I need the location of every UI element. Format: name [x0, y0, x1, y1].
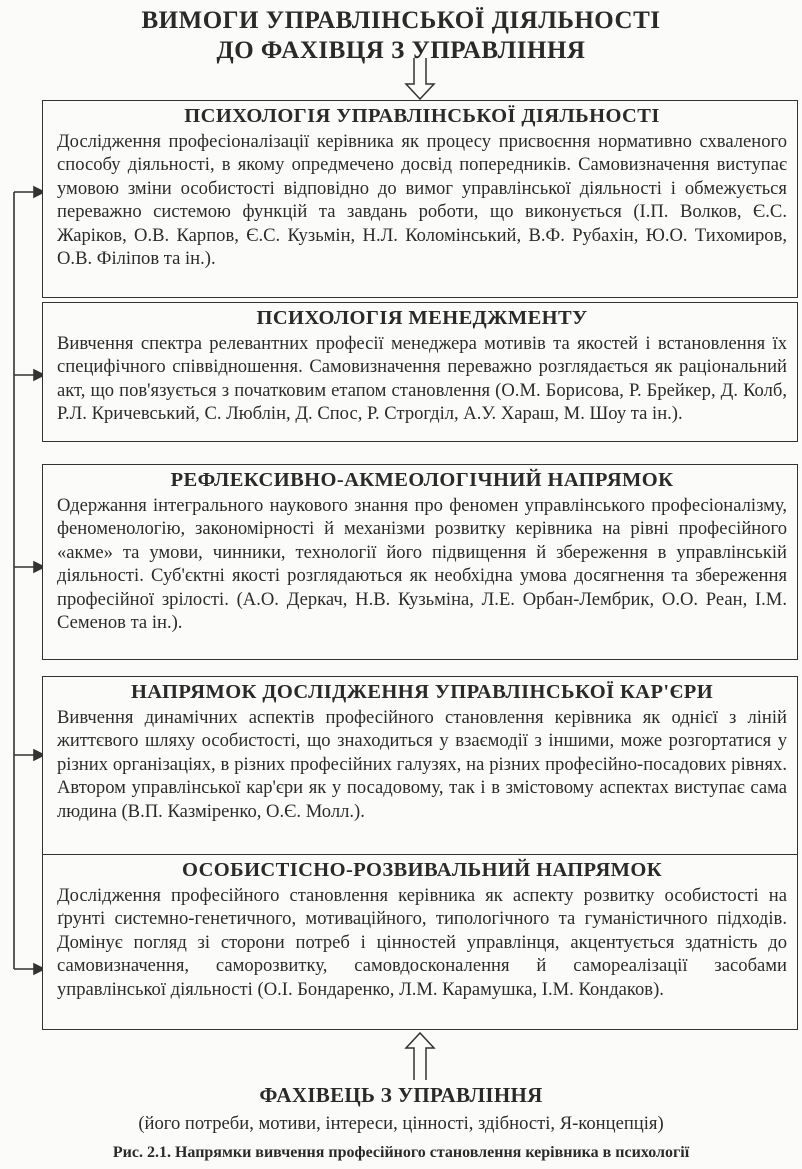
- box-title: ПСИХОЛОГІЯ МЕНЕДЖМЕНТУ: [256, 307, 588, 329]
- box-reflexive-acmeological: [42, 464, 798, 660]
- box-psychology-management-activity: [42, 100, 798, 298]
- diagram-title: [0, 6, 802, 66]
- figure-caption: Рис. 2.1. Напрямки вивчення професійного становлення керівника в психології: [112, 1144, 690, 1161]
- left-arrows: [14, 187, 44, 974]
- box-text: Вивчення динамічних аспектів професійного становлення керівника як однієї з ліній життєвого шляху особистості, що знаходиться у взаємодії з іншими, може розгортатися у різних організаціях, в різних професійних галузях, на різних професійно-посадових рівнях. Автором управлінської кар'єри як у посадовому, так і в змістовому аспектах виступає сама людина (В.П. Казміренко, О.Є. Молл.).: [57, 707, 787, 822]
- box-title: РЕФЛЕКСИВНО-АКМЕОЛОГІЧНИЙ НАПРЯМОК: [170, 469, 674, 491]
- bottom-title: ФАХІВЕЦЬ З УПРАВЛІННЯ: [259, 1083, 543, 1107]
- bottom-subtitle: (його потреби, мотиви, інтереси, цінності, здібності, Я-концепція): [138, 1113, 664, 1134]
- box-text: Одержання інтегрального наукового знання про феномен управлінського професіоналізму, феноменологію, закономірності й механізми розвитку керівника на рівні професійного «акме» та умови, чинники, технології його підвищення й збереження в управлінській діяльності. Суб'єктні якості розглядаються як необхідна умова досягнення та збереження професійної зрілості. (А.О. Деркач, Н.В. Кузьміна, Л.Е. Орбан-Лембрик, О.О. Реан, І.М. Семенов та ін.).: [57, 495, 787, 634]
- box-psychology-management: [42, 302, 798, 442]
- box-title: ОСОБИСТІСНО-РОЗВИВАЛЬНИЙ НАПРЯМОК: [181, 859, 663, 881]
- bottom-hollow-arrow: [406, 1033, 434, 1080]
- box-text: Дослідження професійного становлення керівника як аспекту розвитку особистості на ґрунті системно-генетичного, мотиваційного, типологічного та гуманістичного підходів. Домінує погляд зі сторони потреб і цінностей управлінця, акцентується здатність до самовизначення, саморозвитку, самовдосконалення й самореалізації засобами управлінської діяльності (О.І. Бондаренко, Л.М. Карамушка, І.М. Кондаков).: [57, 885, 787, 1000]
- box-title: ПСИХОЛОГІЯ УПРАВЛІНСЬКОЇ ДІЯЛЬНОСТІ: [184, 105, 660, 127]
- box-personal-developmental: [42, 854, 798, 1030]
- box-text: Дослідження професіоналізації керівника як процесу присвоєння нормативно схваленого способу діяльності, в якому опредмечено досвід попередників. Самовизначення виступає умовою зміни особистості відповідно до вимог управлінської діяльності і обмежується переважно системою функцій та завдань роботи, що виконується (І.П. Волков, Є.С. Жаріков, О.В. Карпов, Є.С. Кузьмін, Н.Л. Коломінський, В.Ф. Рубахін, Ю.О. Тихомиров, О.В. Філіпов та ін.).: [57, 131, 787, 270]
- box-career-research: [42, 676, 798, 865]
- title-line-1: ВИМОГИ УПРАВЛІНСЬКОЇ ДІЯЛЬНОСТІ: [141, 7, 661, 34]
- box-title: НАПРЯМОК ДОСЛІДЖЕННЯ УПРАВЛІНСЬКОЇ КАР'ЄРИ: [130, 681, 714, 703]
- title-line-2: ДО ФАХІВЦЯ З УПРАВЛІННЯ: [216, 37, 586, 64]
- box-text: Вивчення спектра релевантних професії менеджера мотивів та якостей і встановлення їх специфічного співвідношення. Самовизначення переважно розглядається як раціональний акт, що пов'язується з початковим етапом становлення (О.М. Борисова, Р. Брейкер, Д. Колб, Р.Л. Кричевський, С. Люблін, Д. Спос, Р. Строгділ, А.У. Хараш, М. Шоу та ін.).: [57, 333, 787, 425]
